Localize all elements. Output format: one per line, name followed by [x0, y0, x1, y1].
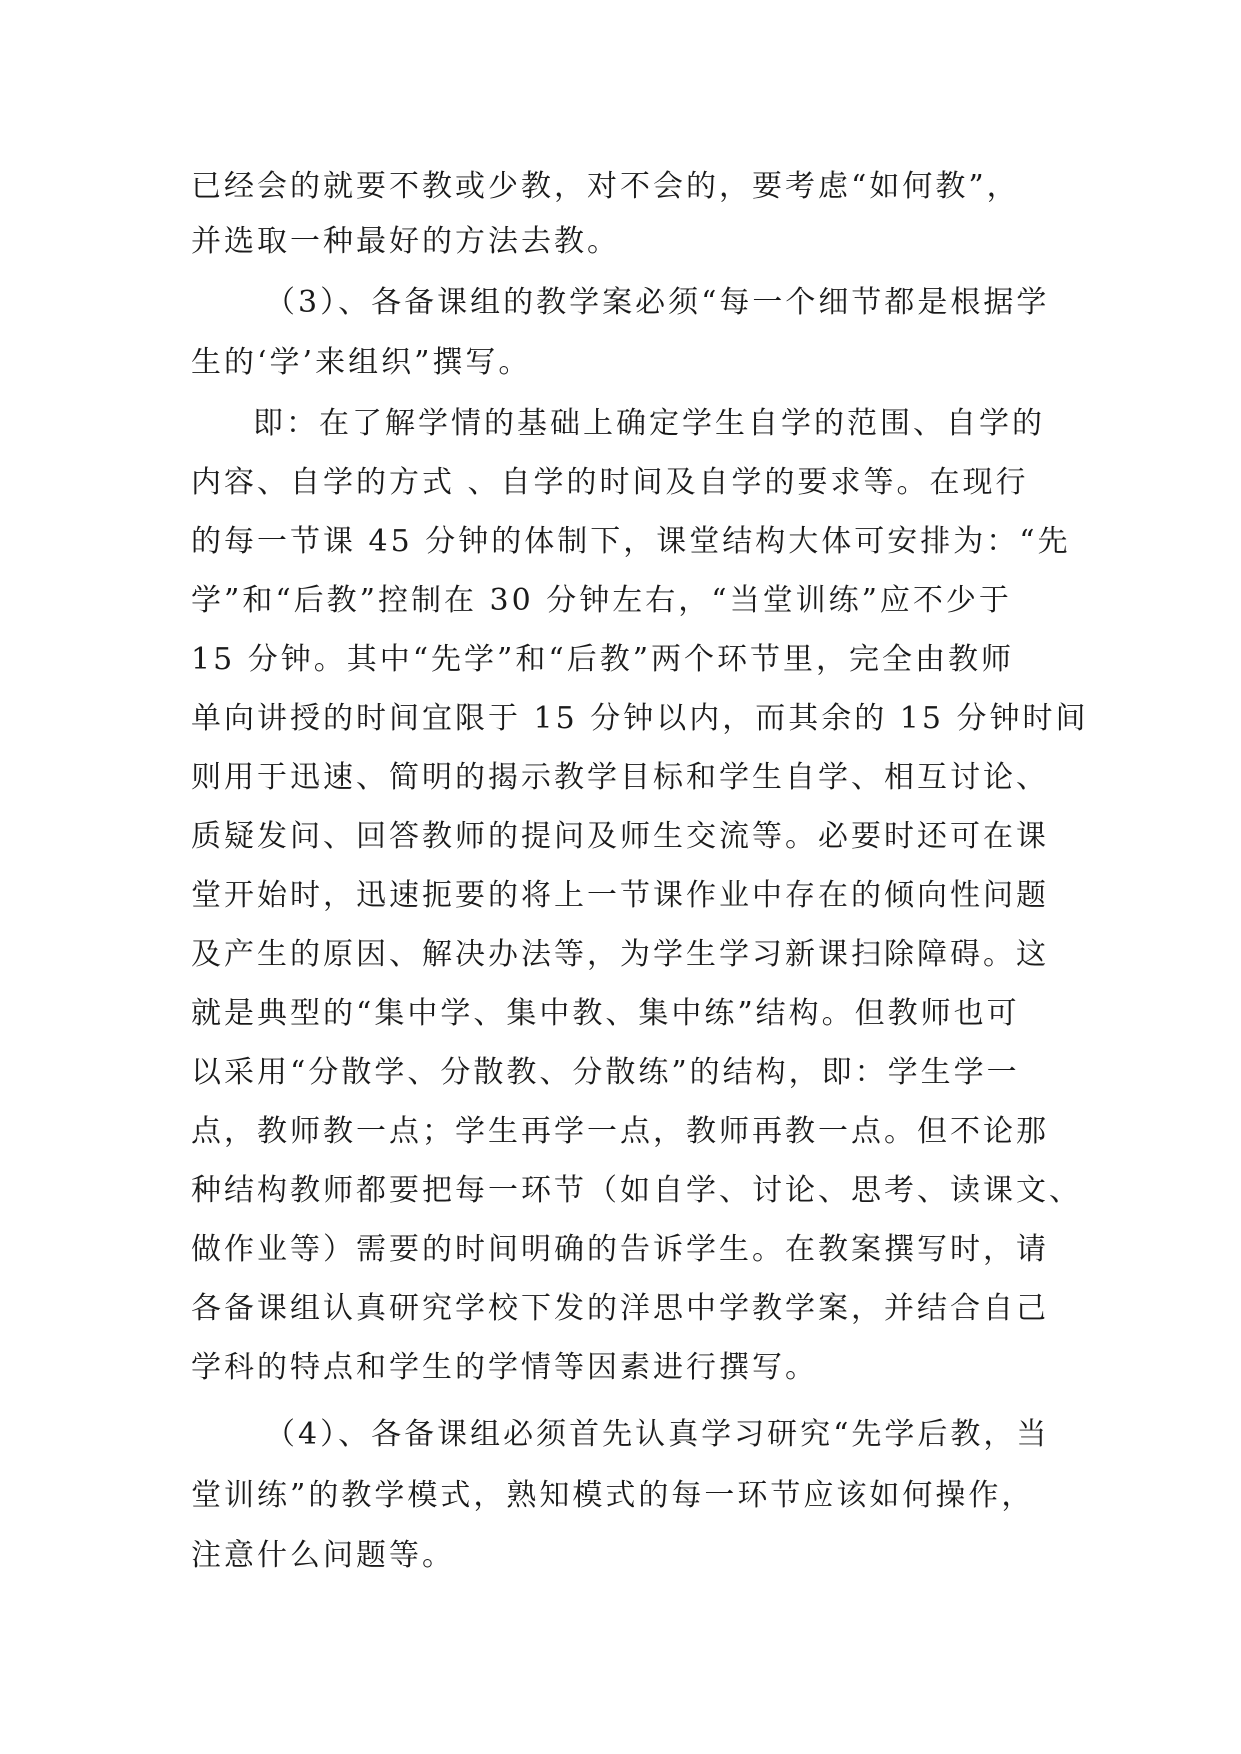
- text-line: 并选取一种最好的方法去教。: [191, 224, 620, 259]
- text-line: 堂训练”的教学模式，熟知模式的每一环节应该如何操作，: [191, 1478, 1035, 1513]
- text-line: （3）、各备课组的教学案必须“每一个细节都是根据学: [265, 285, 1050, 320]
- text-line: 就是典型的“集中学、集中教、集中练”结构。但教师也可: [191, 996, 1020, 1031]
- text-line: 种结构教师都要把每一环节（如自学、讨论、思考、读课文、: [191, 1173, 1082, 1208]
- text-line: 质疑发问、回答教师的提问及师生交流等。必要时还可在课: [191, 819, 1049, 854]
- text-line: 单向讲授的时间宜限于 15 分钟以内，而其余的 15 分钟时间: [191, 701, 1089, 736]
- text-line: 做作业等）需要的时间明确的告诉学生。在教案撰写时，请: [191, 1232, 1049, 1267]
- text-line: 已经会的就要不教或少教，对不会的，要考虑“如何教”，: [191, 169, 1020, 204]
- text-line: 则用于迅速、简明的揭示教学目标和学生自学、相互讨论、: [191, 760, 1049, 795]
- text-line: 的每一节课 45 分钟的体制下，课堂结构大体可安排为：“先: [191, 524, 1071, 559]
- text-line: 堂开始时，迅速扼要的将上一节课作业中存在的倾向性问题: [191, 878, 1049, 913]
- text-line: 内容、自学的方式 、自学的时间及自学的要求等。在现行: [191, 465, 1029, 500]
- text-line: 注意什么问题等。: [191, 1538, 455, 1573]
- text-line: 15 分钟。其中“先学”和“后教”两个环节里，完全由教师: [191, 642, 1015, 677]
- text-line: 点，教师教一点；学生再学一点，教师再教一点。但不论那: [191, 1114, 1049, 1149]
- text-line: 学科的特点和学生的学情等因素进行撰写。: [191, 1350, 818, 1385]
- text-line: 各备课组认真研究学校下发的洋思中学教学案，并结合自己: [191, 1291, 1049, 1326]
- text-line: 即：在了解学情的基础上确定学生自学的范围、自学的: [253, 406, 1045, 441]
- text-line: 学”和“后教”控制在 30 分钟左右，“当堂训练”应不少于: [191, 583, 1012, 618]
- text-line: （4）、各备课组必须首先认真学习研究“先学后教，当: [265, 1417, 1050, 1452]
- text-line: 生的‘学’来组织”撰写。: [191, 345, 532, 380]
- text-line: 及产生的原因、解决办法等，为学生学习新课扫除障碍。这: [191, 937, 1049, 972]
- text-line: 以采用“分散学、分散教、分散练”的结构，即：学生学一: [191, 1055, 1020, 1090]
